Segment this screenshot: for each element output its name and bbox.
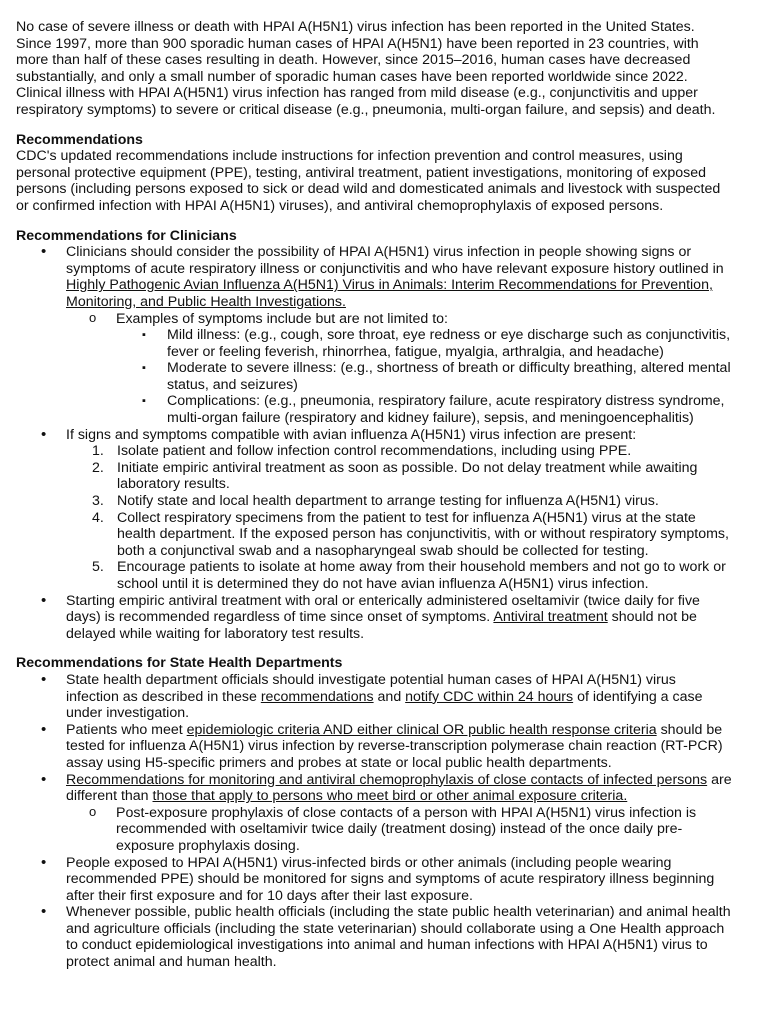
- step-text: Notify state and local health department to arrange testing for influenza A(H5N1) virus.: [117, 493, 659, 510]
- prophylaxis-sublist: [16, 805, 732, 855]
- step-text: Isolate patient and follow infection control recommendations, including using PPE.: [117, 443, 632, 460]
- list-item: [16, 427, 732, 593]
- list-item: [16, 593, 732, 643]
- list-item: • Whenever possible, public health officials (including the state public health veterinarian) and animal health and agriculture officials (including the state veterinarian) should collaborate using a One Health approach to conduct epidemiological investigations into animal and human infections with HPAI A(H5N1) virus to protect animal and human health.: [16, 904, 732, 970]
- step-text: Encourage patients to isolate at home away from their household members and not go to work or school until it is determined they do not have avian influenza A(H5N1) virus infection.: [117, 559, 726, 592]
- close-contacts-link[interactable]: Recommendations for monitoring and antiviral chemoprophylaxis of close contacts of infected persons: [66, 771, 708, 788]
- symptoms-intro: Examples of symptoms include but are not limited to:: [116, 310, 448, 327]
- recommendations-link[interactable]: recommendations: [260, 688, 374, 705]
- symptom-mild: ▪ Mild illness: (e.g., cough, sore throat, eye redness or eye discharge such as conjunctivitis, fever or feeling feverish, rhinorrhea, fatigue, myalgia, arthralgia, and headache): [16, 327, 732, 360]
- step-number: 3.: [92, 493, 104, 510]
- symptoms-sublist: [16, 311, 732, 427]
- criteria-link[interactable]: epidemiologic criteria AND either clinical OR public health response criteria: [186, 721, 657, 738]
- symptom-moderate: ▪ Moderate to severe illness: (e.g., shortness of breath or difficulty breathing, altered mental status, and seizures): [16, 360, 732, 393]
- clinicians-b2-text: If signs and symptoms compatible with avian influenza A(H5N1) virus infection are present:: [66, 426, 637, 443]
- clinicians-b3-tail: should not be delayed while waiting for laboratory test results.: [66, 609, 697, 642]
- step-item: [16, 559, 732, 592]
- state-s1-mid: and: [373, 688, 406, 705]
- list-item: [16, 672, 732, 722]
- list-item: [16, 244, 732, 427]
- recommendations-heading: Recommendations: [16, 131, 143, 148]
- recommendations-paragraph: CDC's updated recommendations include instructions for infection prevention and control measures, using personal protective equipment (PPE), testing, antiviral treatment, patient investigations, monitoring of exposed persons (including persons exposed to sick or dead wild and domesticated animals and livestock with suspected or confirmed infection with HPAI A(H5N1) viruses), and antiviral chemoprophylaxis of exposed persons.: [16, 148, 721, 214]
- symptom-types-list: [16, 327, 732, 427]
- step-text: Initiate empiric antiviral treatment as soon as possible. Do not delay treatment while awaiting laboratory results.: [117, 459, 698, 493]
- list-item: [16, 311, 732, 427]
- step-item: [16, 510, 732, 560]
- step-item: [16, 443, 732, 460]
- clinicians-heading: Recommendations for Clinicians: [16, 227, 237, 244]
- state-s1-tail: of identifying a case under investigation.: [66, 688, 703, 722]
- step-number: 1.: [92, 443, 104, 460]
- clinicians-list: [16, 244, 732, 642]
- list-item: • People exposed to HPAI A(H5N1) virus-infected birds or other animals (including people wearing recommended PPE) should be monitored for signs and symptoms of acute respiratory illness beginning after their first exposure and for 10 days after their last exposure.: [16, 855, 732, 905]
- step-number: 5.: [92, 559, 104, 576]
- state-s1-text: State health department officials should investigate potential human cases of HPAI A(H5N1) virus infection as described in these: [66, 671, 676, 705]
- clinicians-b1-text: Clinicians should consider the possibility of HPAI A(H5N1) virus infection in people showing signs or symptoms of acute respiratory illness or conjunctivitis and who have relevant exposure history outlined in: [66, 244, 724, 277]
- step-item: [16, 493, 732, 510]
- state-s3-mid: are different than: [66, 771, 732, 805]
- intro-paragraph: No case of severe illness or death with HPAI A(H5N1) virus infection has been reported in the United States. Since 1997, more than 900 sporadic human cases of HPAI A(H5N1) have been reported in 23 countries, with more than half of these cases resulting in death. However, since 2015–2016, human cases have decreased substantially, and only a small number of sporadic human cases have been reported worldwide since 2022. Clinical illness with HPAI A(H5N1) virus infection has ranged from mild disease (e.g., conjunctivitis and upper respiratory symptoms) to severe or critical disease (e.g., pneumonia, multi-organ failure, and sepsis) and death.: [16, 19, 716, 118]
- step-number: 2.: [92, 459, 104, 476]
- steps-list: [16, 443, 732, 592]
- state-heading: Recommendations for State Health Departments: [16, 655, 343, 672]
- clinicians-b3-text: Starting empiric antiviral treatment with oral or enterically administered oseltamivir (twice daily for five days) is recommended regardless of time since onset of symptoms.: [66, 592, 700, 626]
- state-s2-tail: should be tested for influenza A(H5N1) virus infection by reverse-transcription polymerase chain reaction (RT-PCR) assay using H5-specific primers and probes at state or local public health departments.: [66, 721, 723, 771]
- list-item: [16, 772, 732, 855]
- step-text: Collect respiratory specimens from the patient to test for influenza A(H5N1) virus at the state health department. If the exposed person has conjunctivitis, with or without respiratory symptoms, both a conjunctival swab and a nasopharyngeal swab should be collected for testing.: [117, 509, 729, 559]
- antiviral-treatment-link[interactable]: Antiviral treatment: [493, 609, 608, 626]
- list-item: [16, 722, 732, 772]
- step-number: 4.: [92, 509, 104, 526]
- prophylaxis-item: o Post-exposure prophylaxis of close contacts of a person with HPAI A(H5N1) virus infection is recommended with oseltamivir twice daily (treatment dosing) instead of the once daily pre-exposure prophylaxis dosing.: [16, 805, 732, 855]
- hpai-animals-link[interactable]: Highly Pathogenic Avian Influenza A(H5N1) Virus in Animals: Interim Recommendations for Prevention, Monitoring, and Public Health Investigations.: [66, 277, 713, 310]
- state-list: [16, 672, 732, 971]
- step-item: [16, 460, 732, 493]
- notify-cdc-link[interactable]: notify CDC within 24 hours: [405, 688, 574, 705]
- animal-exposure-link[interactable]: those that apply to persons who meet bird or other animal exposure criteria.: [152, 788, 628, 805]
- state-s2-text: Patients who meet: [66, 721, 187, 738]
- symptom-complications: ▪ Complications: (e.g., pneumonia, respiratory failure, acute respiratory distress syndrome, multi-organ failure (respiratory and kidney failure), sepsis, and meningoencephalitis): [16, 393, 732, 426]
